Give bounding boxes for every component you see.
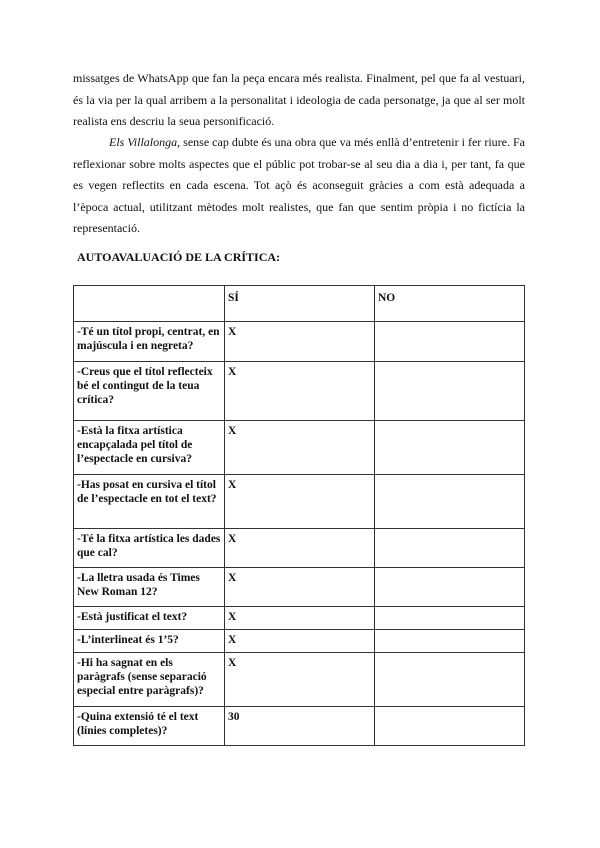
table-row: [74, 607, 525, 630]
no-cell: [375, 529, 525, 568]
table-row: [74, 421, 525, 475]
table-row: [74, 529, 525, 568]
body-paragraph-1: missatges de WhatsApp que fan la peça encara més realista. Finalment, pel que fa al vestuari, és la via per la qual arribem a la personalitat i ideologia de cada personatge, ja que al ser molt realista ens descriu la seua personificació.: [73, 71, 525, 128]
question-cell: -Té un títol propi, centrat, en majúscula i en negreta?: [74, 322, 225, 362]
table-row: [74, 653, 525, 707]
question-cell: -Hi ha sagnat en els paràgrafs (sense separació especial entre paràgrafs)?: [74, 653, 225, 707]
body-paragraph-2-text: , sense cap dubte és una obra que va més enllà d’entretenir i fer riure. Fa reflexionar sobre molts aspectes que el públic pot trobar-se al seu dia a dia i, per tant, fa que es vegen reflectits en cada escena. Tot açò és aconseguit gràcies a com està adequada a l’època actual, utilitzant mètodes molt realistes, que fan que sentim pròpia i no fictícia la representació.: [73, 135, 526, 235]
no-cell: [375, 362, 525, 421]
self-assessment-table: [73, 285, 525, 746]
no-cell: [375, 707, 525, 746]
question-cell: -Té la fitxa artística les dades que cal?: [74, 529, 225, 568]
question-cell: -Creus que el títol reflecteix bé el contingut de la teua crítica?: [74, 362, 225, 421]
question-cell: -Està la fitxa artística encapçalada pel títol de l’espectacle en cursiva?: [74, 421, 225, 475]
no-cell: [375, 653, 525, 707]
table-row: [74, 568, 525, 607]
yes-cell: X: [225, 653, 375, 707]
header-blank: [74, 286, 225, 322]
yes-cell: X: [225, 475, 375, 529]
question-cell: -Està justificat el text?: [74, 607, 225, 630]
question-cell: -Has posat en cursiva el títol de l’espectacle en tot el text?: [74, 475, 225, 529]
table-row: [74, 707, 525, 746]
yes-cell: X: [225, 362, 375, 421]
table-header-row: [74, 286, 525, 322]
yes-cell: X: [225, 421, 375, 475]
no-cell: [375, 607, 525, 630]
body-paragraph-2: [73, 132, 525, 240]
yes-cell: 30: [225, 707, 375, 746]
header-yes: SÍ: [225, 286, 375, 322]
play-title-italic: Els Villalonga: [109, 135, 178, 149]
yes-cell: X: [225, 568, 375, 607]
yes-cell: X: [225, 322, 375, 362]
table-row: [74, 322, 525, 362]
section-heading: AUTOAVALUACIÓ DE LA CRÍTICA:: [77, 250, 281, 264]
no-cell: [375, 475, 525, 529]
question-cell: -L’interlineat és 1’5?: [74, 630, 225, 653]
yes-cell: X: [225, 607, 375, 630]
yes-cell: X: [225, 630, 375, 653]
no-cell: [375, 322, 525, 362]
table-row: [74, 630, 525, 653]
header-no: NO: [375, 286, 525, 322]
no-cell: [375, 630, 525, 653]
question-cell: -La lletra usada és Times New Roman 12?: [74, 568, 225, 607]
table-row: [74, 362, 525, 421]
no-cell: [375, 568, 525, 607]
yes-cell: X: [225, 529, 375, 568]
no-cell: [375, 421, 525, 475]
question-cell: -Quina extensió té el text (línies completes)?: [74, 707, 225, 746]
table-row: [74, 475, 525, 529]
